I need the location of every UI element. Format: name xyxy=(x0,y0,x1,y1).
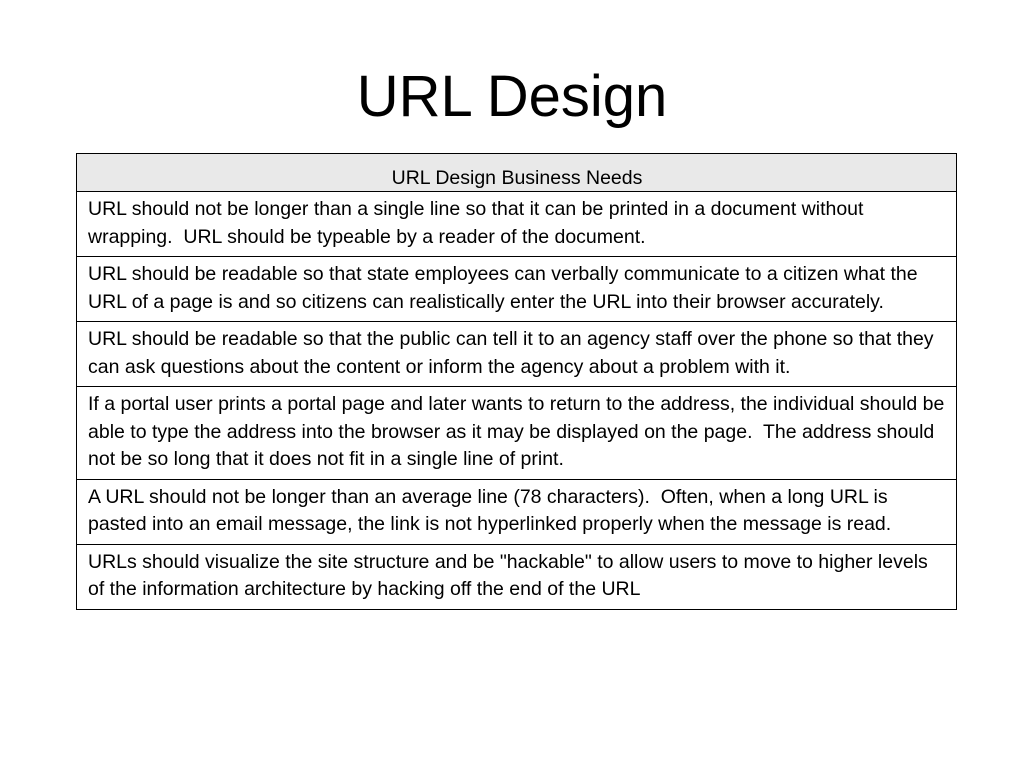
table-header-cell: URL Design Business Needs xyxy=(77,154,957,192)
table-cell: URL should be readable so that the public can tell it to an agency staff over the phone so that they can ask questions about the content or inform the agency about a problem with it. xyxy=(77,322,957,387)
table-header-row xyxy=(77,154,957,192)
table-row xyxy=(77,192,957,257)
table-cell: URL should not be longer than a single line so that it can be printed in a document without wrapping. URL should be typeable by a reader of the document. xyxy=(77,192,957,257)
slide-title: URL Design xyxy=(356,64,668,129)
table-cell: If a portal user prints a portal page and later wants to return to the address, the individual should be able to type the address into the browser as it may be displayed on the page. The address should not be so long that it does not fit in a single line of print. xyxy=(77,387,957,480)
table-row xyxy=(77,479,957,544)
table-row xyxy=(77,544,957,609)
table-cell: A URL should not be longer than an average line (78 characters). Often, when a long URL is pasted into an email message, the link is not hyperlinked properly when the message is read. xyxy=(77,479,957,544)
table-cell: URL should be readable so that state employees can verbally communicate to a citizen what the URL of a page is and so citizens can realistically enter the URL into their browser accurately. xyxy=(77,257,957,322)
table-cell: URLs should visualize the site structure and be "hackable" to allow users to move to higher levels of the information architecture by hacking off the end of the URL xyxy=(77,544,957,609)
business-needs-table xyxy=(76,153,957,610)
table-row xyxy=(77,387,957,480)
table-row xyxy=(77,257,957,322)
table-row xyxy=(77,322,957,387)
